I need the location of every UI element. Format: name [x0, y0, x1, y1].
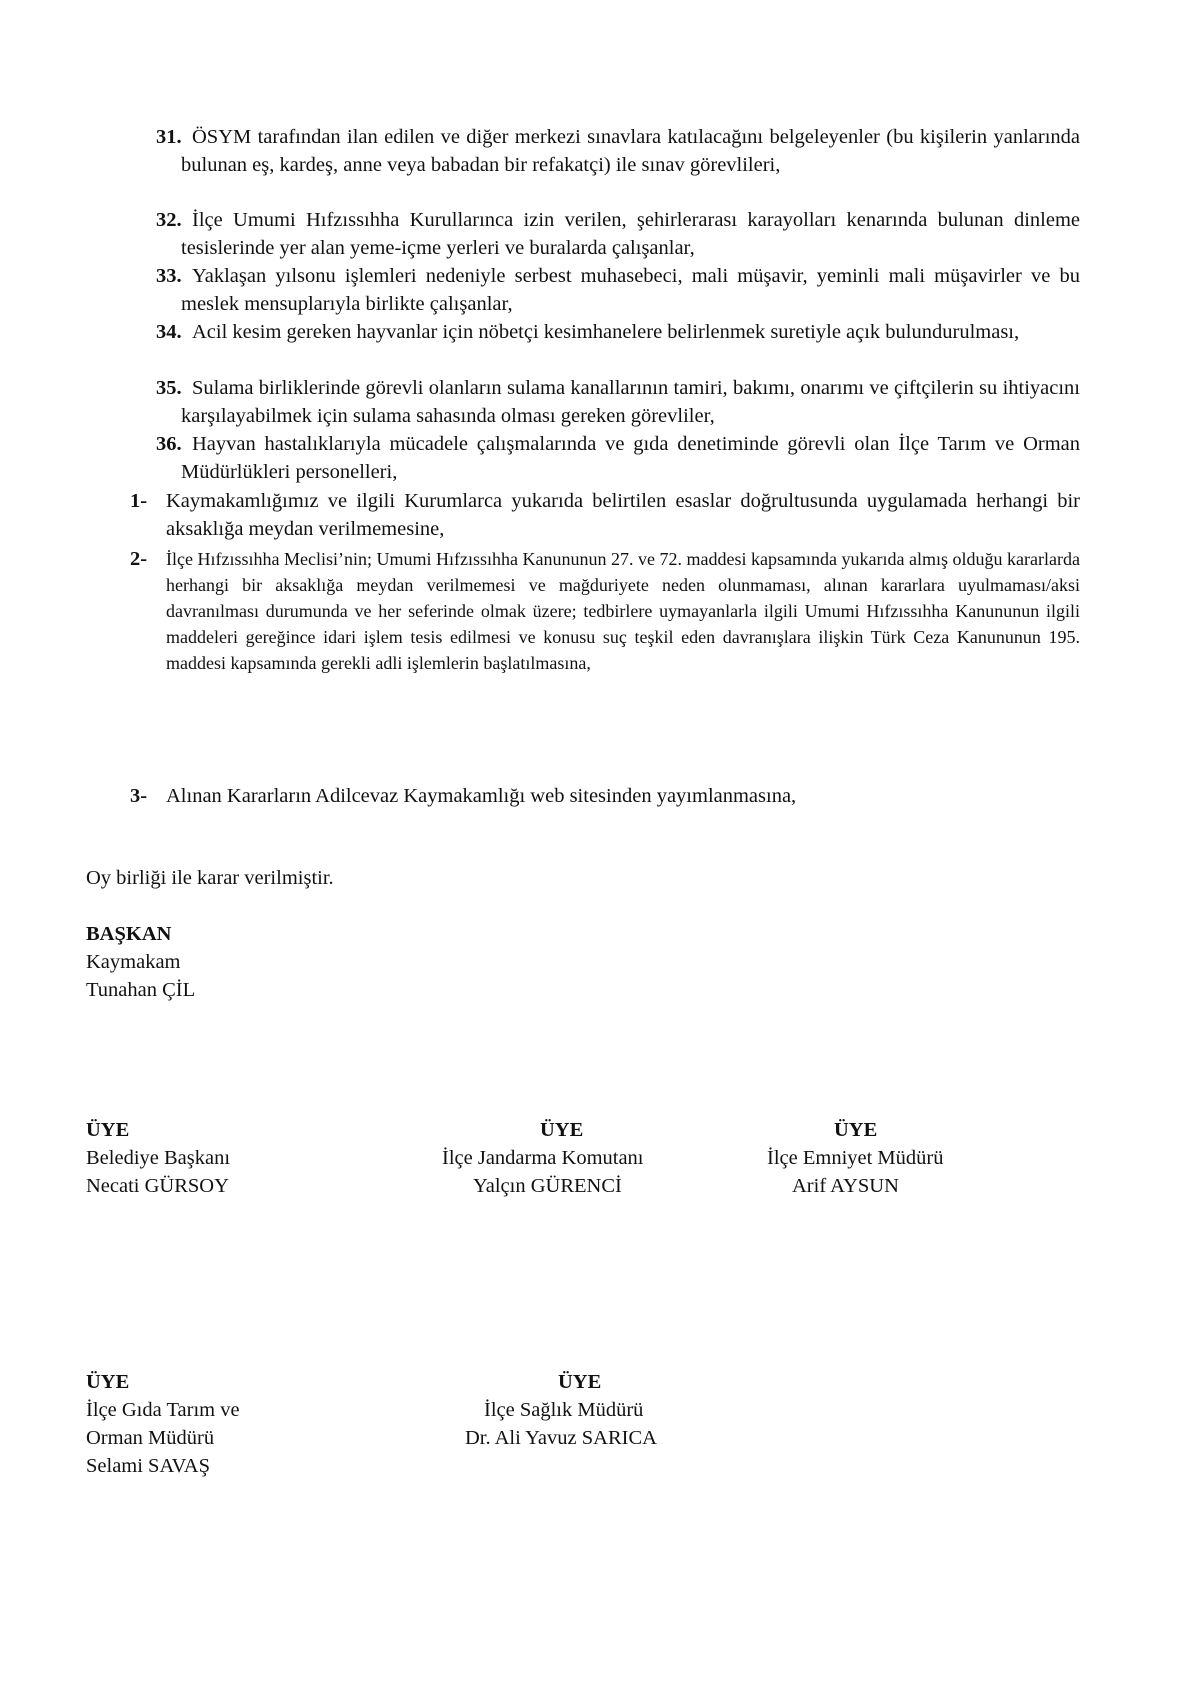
member-title: İlçe Emniyet Müdürü — [767, 1147, 944, 1169]
member-title: İlçe Gıda Tarım ve — [86, 1399, 240, 1421]
decision-number: 3- — [130, 785, 148, 807]
decision-text: İlçe Hıfzıssıhha Meclisi’nin; Umumi Hıfzıssıhha Kanununun 27. ve 72. maddesi kapsamında yukarıda almış olduğu kararlarda herhangi bir aksaklığa meydan verilmemesi ve mağduriyete neden olunmaması, alınan kararlara uyulmaması/aksi davranılması durumunda ve her seferinde olmak üzere; tedbirlere uymayanlarla ilgili Umumi Hıfzıssıhha Kanununun ilgili maddeleri gereğince idari işlem tesis edilmesi ve konusu suç teşkil eden davranışlara ilişkin Türk Ceza Kanununun 195. maddesi kapsamında gerekli adli işlemlerin başlatılmasına, — [166, 549, 1080, 673]
item-text: Yaklaşan yılsonu işlemleri nedeniyle serbest muhasebeci, mali müşavir, yeminli mali müşavirler ve bu meslek mensuplarıyla birlikte çalışanlar, — [181, 265, 1080, 315]
list-item — [156, 375, 1080, 430]
member-role: ÜYE — [834, 1119, 878, 1141]
member-name: Selami SAVAŞ — [86, 1455, 210, 1477]
president-title: Kaymakam — [86, 951, 181, 973]
member-name: Yalçın GÜRENCİ — [473, 1175, 622, 1197]
item-number: 33. — [156, 265, 182, 287]
president-name: Tunahan ÇİL — [86, 979, 196, 1001]
decision-item — [130, 783, 1080, 811]
member-title: İlçe Sağlık Müdürü — [484, 1399, 644, 1421]
list-item — [156, 124, 1080, 179]
decision-text: Alınan Kararların Adilcevaz Kaymakamlığı web sitesinden yayımlanmasına, — [166, 785, 797, 807]
item-text: İlçe Umumi Hıfzıssıhha Kurullarınca izin verilen, şehirlerarası karayolları kenarında bulunan dinleme tesislerinde yer alan yeme-içme yerleri ve buralarda çalışanlar, — [181, 209, 1080, 259]
item-number: 35. — [156, 377, 182, 399]
decision-number: 2- — [130, 548, 148, 570]
item-number: 31. — [156, 126, 182, 148]
member-title: Belediye Başkanı — [86, 1147, 231, 1169]
decision-number: 1- — [130, 490, 148, 512]
decision-item — [130, 488, 1080, 543]
item-text: Acil kesim gereken hayvanlar için nöbetçi kesimhanelere belirlenmek suretiyle açık bulundurulması, — [192, 321, 1020, 343]
member-role: ÜYE — [86, 1371, 130, 1393]
closing-statement: Oy birliği ile karar verilmiştir. — [86, 867, 334, 889]
item-text: Hayvan hastalıklarıyla mücadele çalışmalarında ve gıda denetiminde görevli olan İlçe Tarım ve Orman Müdürlükleri personelleri, — [181, 433, 1080, 483]
item-number: 34. — [156, 321, 182, 343]
member-name: Dr. Ali Yavuz SARICA — [465, 1427, 657, 1449]
president-role: BAŞKAN — [86, 923, 172, 945]
list-item — [156, 431, 1080, 486]
list-item — [156, 207, 1080, 262]
decision-item — [130, 546, 1080, 676]
item-text: ÖSYM tarafından ilan edilen ve diğer merkezi sınavlara katılacağını belgeleyenler (bu kişilerin yanlarında bulunan eş, kardeş, anne veya babadan bir refakatçi) ile sınav görevlileri, — [181, 126, 1080, 176]
member-title: İlçe Jandarma Komutanı — [442, 1147, 644, 1169]
decision-text: Kaymakamlığımız ve ilgili Kurumlarca yukarıda belirtilen esaslar doğrultusunda uygulamada herhangi bir aksaklığa meydan verilmemesine, — [166, 490, 1080, 540]
item-number: 32. — [156, 209, 182, 231]
item-number: 36. — [156, 433, 182, 455]
member-role: ÜYE — [558, 1371, 602, 1393]
member-name: Arif AYSUN — [792, 1175, 899, 1197]
item-text: Sulama birliklerinde görevli olanların sulama kanallarının tamiri, bakımı, onarımı ve çiftçilerin su ihtiyacını karşılayabilmek için sulama sahasında olması gereken görevliler, — [181, 377, 1080, 427]
member-role: ÜYE — [540, 1119, 584, 1141]
member-name: Necati GÜRSOY — [86, 1175, 229, 1197]
member-title-line2: Orman Müdürü — [86, 1427, 215, 1449]
list-item — [156, 319, 1080, 347]
list-item — [156, 263, 1080, 318]
member-role: ÜYE — [86, 1119, 130, 1141]
